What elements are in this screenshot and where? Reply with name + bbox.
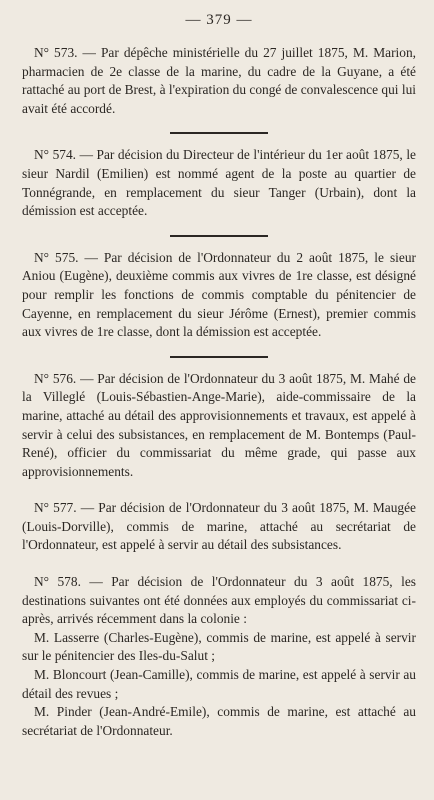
separator-rule [170, 235, 268, 237]
entry-575: N° 575. — Par décision de l'Ordonnateur du 2 août 1875, le sieur Aniou (Eugène), deuxième commis aux vivres de 1re classe, est désigné pour remplir les fonctions de commis comptable du pénitencier de Cayenne, en remplacement du sieur Jérôme (Ernest), premier commis aux vivres de 1re classe, dont la démission est acceptée. [22, 249, 416, 340]
entry-574: N° 574. — Par décision du Directeur de l'intérieur du 1er août 1875, le sieur Nardil (Emilien) est nommé agent de la poste au quartier de Tonnégrande, en remplacement du sieur Tanger (Urbain), dont la démission est acceptée. [22, 147, 416, 219]
entry-573: N° 573. — Par dépêche ministérielle du 27 juillet 1875, M. Marion, pharmacien de 2e classe de la marine, du cadre de la Guyane, a été rattaché au port de Brest, à l'expiration du congé de convalescence qui lui avait été accordé. [22, 45, 416, 116]
entry-576: N° 576. — Par décision de l'Ordonnateur du 3 août 1875, M. Mahé de la Villeglé (Louis-Sébastien-Ange-Marie), aide-commissaire de la marine, attaché au détail des approvisionnements et travaux, est appelé à servir à celui des subsistances, en remplacement de M. Bontemps (Paul-René), officier du commissariat du même grade, qui passe aux approvisionnements. [22, 370, 416, 479]
entry-578-line: M. Lasserre (Charles-Eugène), commis de marine, est appelé à servir sur le pénitencier des Iles-du-Salut ; [22, 629, 416, 664]
entry-578-line: M. Pinder (Jean-André-Emile), commis de marine, est attaché au secrétariat de l'Ordonnateur. [22, 704, 416, 738]
separator-rule [170, 132, 268, 134]
entry-577: N° 577. — Par décision de l'Ordonnateur du 3 août 1875, M. Maugée (Louis-Dorville), commis de marine, attaché au secrétariat de l'Ordonnateur, est appelé à servir au détail des subsistances. [22, 500, 416, 553]
separator-rule [170, 356, 268, 358]
page-number: — 379 — [185, 12, 253, 28]
entry-578: N° 578. — Par décision de l'Ordonnateur du 3 août 1875, les destinations suivantes ont été données aux employés du commissariat ci-après, arrivés récemment dans la colonie : [22, 574, 416, 627]
entry-578-line: M. Bloncourt (Jean-Camille), commis de marine, est appelé à servir au détail des revues ; [22, 667, 416, 701]
